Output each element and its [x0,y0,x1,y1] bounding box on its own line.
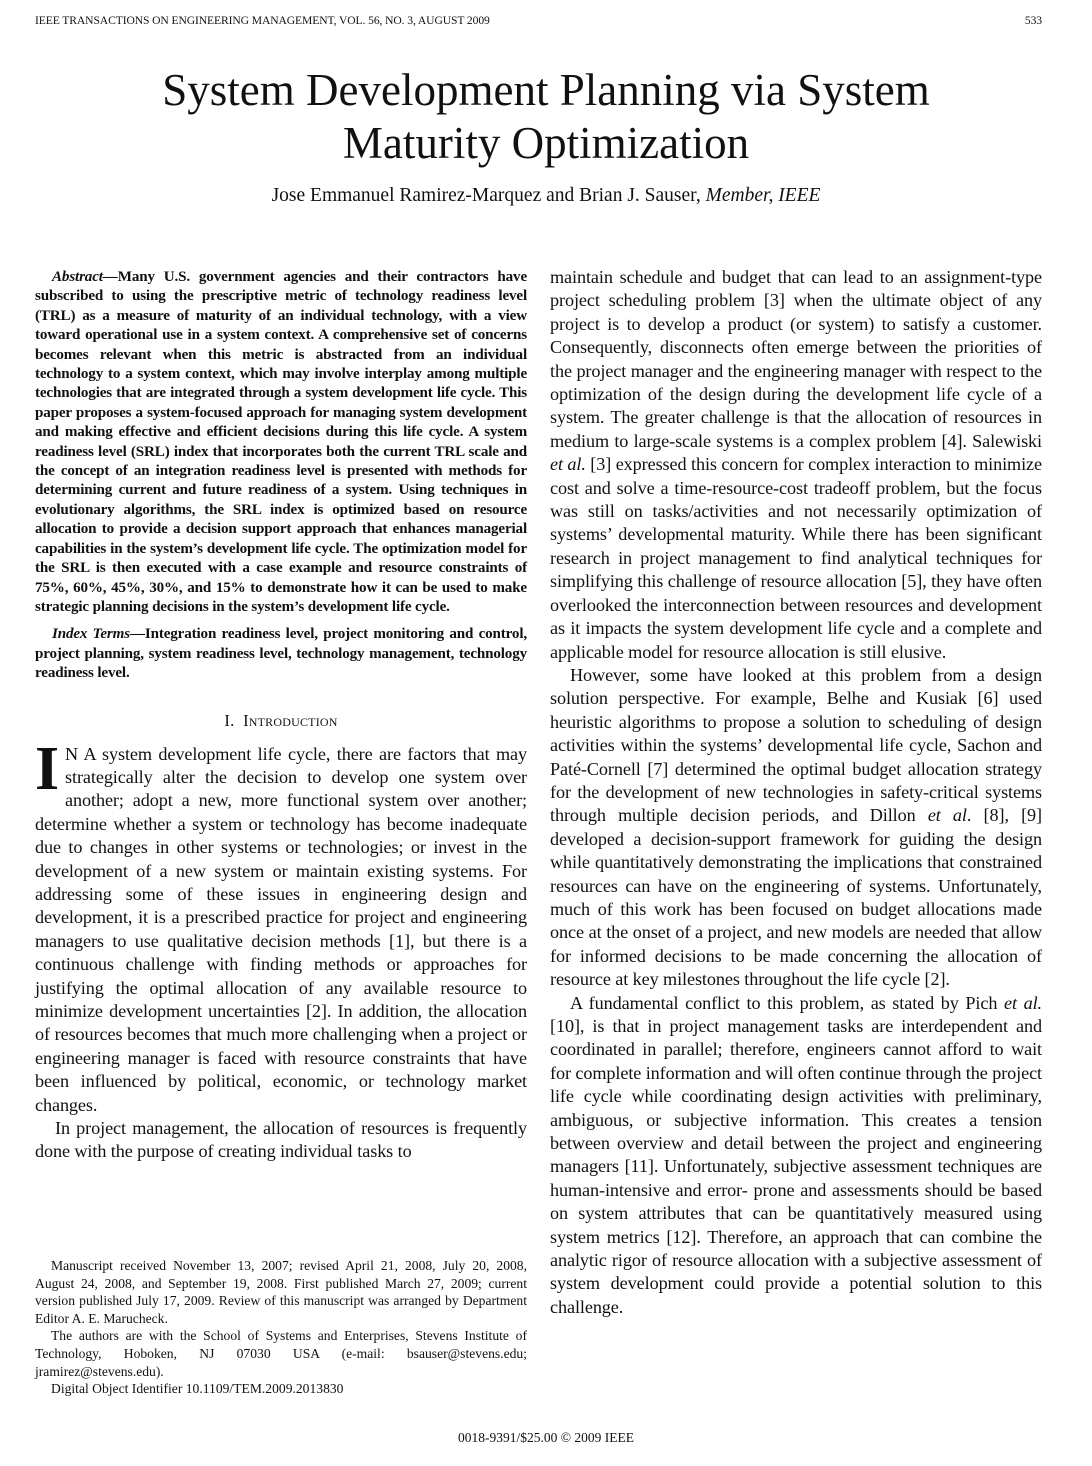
text-span: maintain schedule and budget that can lead to an assignment-type project scheduling problem [3] when the ultimate object of any project is to develop a product (or system) to satisfy a customer. Consequently, disconnects often emerge between the priorities of the project manager and the engineering manager with respect to the optimization of the design during the development life cycle of a system. The greater challenge is that the allocation of resources in medium to large-scale systems is a complex problem [4]. Salewiski [550,267,1042,451]
index-terms-label: Index Terms— [52,626,145,643]
left-column [35,268,527,1164]
index-terms [35,625,527,683]
section-number: I. [224,710,235,730]
abstract-label: Abstract— [52,269,118,285]
right-column [550,266,1042,1319]
title-line-2: Maturity Optimization [342,118,750,168]
text-span: . [8], [9] developed a decision-support framework for guiding the design while quantitatively demonstrating the implications that constrained resources can have on the engineering of systems. Unfortunately, much of this work has been focused on budget allocations made once at the onset of a project, and new models are needed that allow for informed decisions to be made concerning the allocation of resource at key milestones throughout the life cycle [2]. [550,805,1042,990]
section-heading [35,711,527,731]
right-paragraph-2 [550,664,1042,992]
intro-paragraph-2: In project management, the allocation of resources is frequently done with the purpose of creating individual tasks to [35,1118,527,1162]
abstract [35,268,527,617]
right-paragraph-1 [550,266,1042,664]
title-line-1: System Development Planning via System [162,65,930,115]
et-al: et al. [550,454,586,475]
journal-name: IEEE TRANSACTIONS ON ENGINEERING MANAGEMENT, VOL. 56, NO. 3, AUGUST 2009 [35,14,490,27]
copyright-footer: 0018-9391/$25.00 © 2009 IEEE [458,1430,634,1445]
author-names: Jose Emmanuel Ramirez-Marquez and Brian J. Sauser, [271,185,701,206]
text-span: However, some have looked at this problem from a design solution perspective. For example, Belhe and Kusiak [6] used heuristic algorithms to propose a solution to scheduling of design activities within the systems’ developmental life cycle, Sachon and Paté-Cornell [7] determined the optimal budget allocation strategy for the development of new technologies in safety-critical systems through multiple decision periods, and Dillon [550,664,1042,826]
drop-cap: I [35,734,60,803]
paper-title [0,64,1092,170]
intro-paragraph-1-text: N A system development life cycle, there are factors that may strategically alter the decision to develop one system over another; adopt a new, more functional system over another; determine whether a system or technology has become inadequate due to changes in other systems or technologies; or invest in the development of a new system or maintain existing systems. For addressing some of these issues in engineering design and development, it is a prescribed practice for project and engineering managers to use qualitative decision methods [1], but there is a continuous challenge with finding methods or approaches for justifying the optimal allocation of any available resource to minimize development uncertainties [2]. In addition, the allocation of resources becomes that much more challenging when a project or engineering manager is faced with resource constraints that have been influenced by political, economic, or technology market changes. [35,743,527,1115]
et-al: et al. [1004,992,1042,1013]
index-terms-text: Integration readiness level, project monitoring and control, project planning, system readiness level, technology management, technology readiness level. [35,626,527,682]
text-span: [10], is that in project management tasks are interdependent and coordinated in parallel; therefore, engineers cannot afford to wait for complete information and will often continue through the project life cycle while coordinating design activities with preliminary, ambiguous, or subjective information. This creates a tension between overview and detail between the project and engineering managers [11]. Unfortunately, subjective assessment techniques are human-intensive and error- prone and assessments should be based on system attributes that can be quantitatively measured using system metrics [12]. Therefore, an approach that can combine the analytic rigor of resource allocation with a subjective assessment of system development could provide a potential solution to this challenge. [550,1016,1042,1317]
running-header [35,14,1042,27]
author-line [0,185,1092,207]
author-membership: Member, IEEE [705,185,821,206]
intro-paragraph-1 [35,734,527,1118]
abstract-text: Many U.S. government agencies and their contractors have subscribed to using the prescriptive metric of technology readiness level (TRL) as a measure of maturity of an individual technology, with a view toward operational use in a system context. A comprehensive set of concerns becomes relevant when this metric is abstracted from an individual technology to a system context, which may involve interplay among multiple technologies that are integrated through a system development life cycle. This paper proposes a system-focused approach for managing system development and making effective and efficient decisions during this life cycle. A system readiness level (SRL) index that incorporates both the current TRL scale and the concept of an integration readiness level is presented with methods for determining current and future readiness of a system. Using techniques in evolutionary algorithms, the SRL index is optimized based on resource allocation to provide a decision support approach that enhances managerial capabilities in the system’s development life cycle. The optimization model for the SRL is then executed with a case example and resource constraints of 75%, 60%, 45%, 30%, and 15% to demonstrate how it can be used to make strategic planning decisions in the system’s development life cycle. [35,269,527,615]
footnote-doi: Digital Object Identifier 10.1109/TEM.2009.2013830 [51,1381,344,1397]
text-span: [3] expressed this concern for complex interaction to minimize cost and solve a time-resource-cost tradeoff problem, but the focus was still on tasks/activities and not necessarily optimization of systems’ developmental maturity. While there has been significant research in project management to find analytical techniques for simplifying this challenge of resource allocation [5], they have often overlooked the interconnection between resources and development as it impacts the system development life cycle and a complete and applicable model for resource allocation is still elusive. [550,454,1042,662]
footnotes [35,1257,527,1398]
section-title: Introduction [243,710,338,730]
et-al: et al [927,805,967,826]
right-paragraph-3 [550,992,1042,1320]
text-span: A fundamental conflict to this problem, as stated by Pich [570,992,1005,1013]
footnote-received: Manuscript received November 13, 2007; revised April 21, 2008, July 20, 2008, August 24, 2008, and September 19, 2008. First published March 27, 2009; current version published July 17, 2009. Review of this manuscript was arranged by Department Editor A. E. Marucheck. [35,1258,527,1326]
footnote-affiliation: The authors are with the School of Systems and Enterprises, Stevens Institute of Technology, Hoboken, NJ 07030 USA (e-mail: bsauser@stevens.edu; jramirez@stevens.edu). [35,1328,527,1379]
page-number: 533 [1024,14,1042,27]
